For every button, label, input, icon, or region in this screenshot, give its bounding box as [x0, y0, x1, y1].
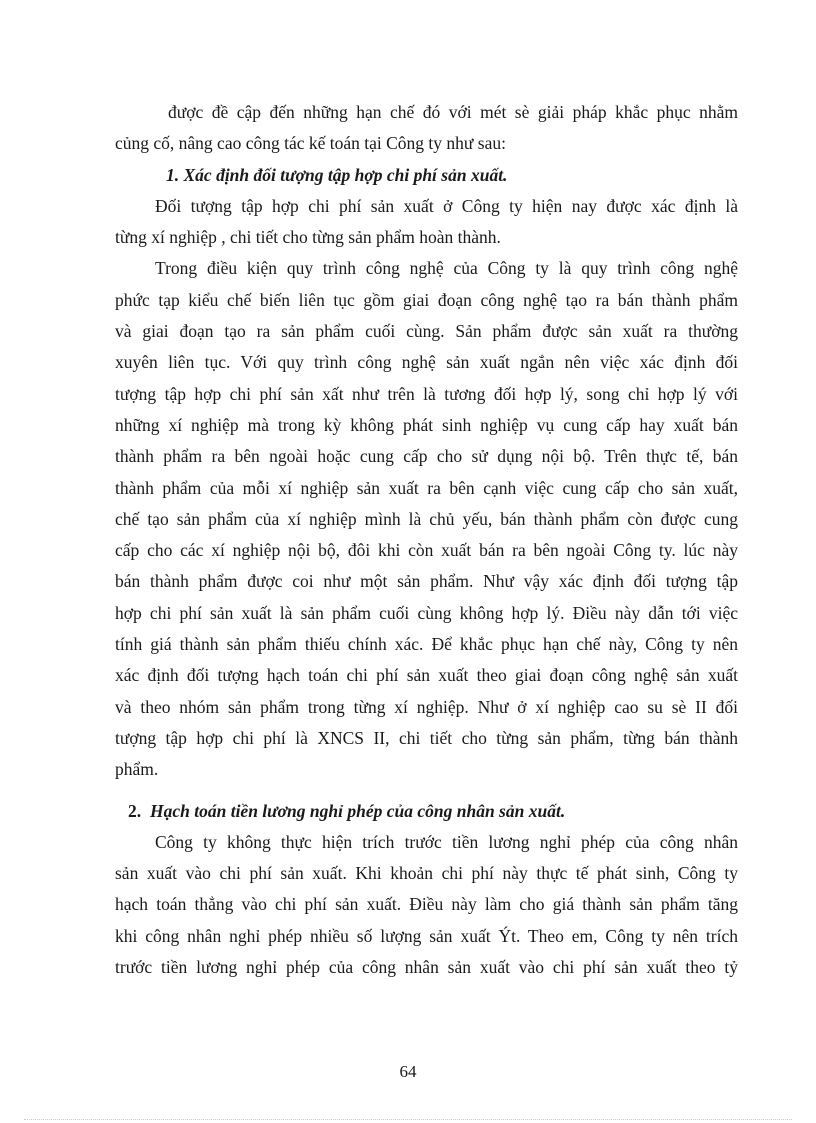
text-line: phẩm.	[115, 759, 159, 780]
text-line: củng cố, nâng cao công tác kế toán tại Công ty như sau:	[115, 133, 506, 154]
heading-number: 2.	[128, 800, 142, 821]
text-line: tượng tập hợp chi phí sản xất như trên là tương đối hợp lý, song chỉ hợp lý với	[115, 383, 738, 404]
text-line: xác định đối tượng hạch toán chi phí sản xuất theo giai đoạn công nghệ sản xuất	[115, 665, 738, 686]
text-line: và theo nhóm sản phẩm trong từng xí nghiệp. Như ở xí nghiệp cao su sè II đối	[115, 696, 738, 717]
text-line: trước tiền lương nghỉ phép của công nhân sản xuất vào chi phí sản xuất theo tỷ	[115, 957, 738, 978]
text-line: cấp cho các xí nghiệp nội bộ, đôi khi còn xuất bán ra bên ngoài Công ty. lúc này	[115, 540, 738, 561]
text-line: tính giá thành sản phẩm thiếu chính xác. Để khắc phục hạn chế này, Công ty nên	[115, 634, 738, 655]
text-line: Công ty không thực hiện trích trước tiền lương nghỉ phép của công nhân	[155, 831, 738, 852]
text-line: khi công nhân nghỉ phép nhiều số lượng sản xuất Ýt. Theo em, Công ty nên trích	[115, 925, 738, 946]
text-line: thành phẩm của mỗi xí nghiệp sản xuất ra bên cạnh việc cung cấp cho sản xuất,	[115, 477, 738, 498]
text-line: hạch toán thẳng vào chi phí sản xuất. Điều này làm cho giá thành sản phẩm tăng	[115, 894, 738, 915]
heading-text: Hạch toán tiền lương nghỉ phép của công nhân sản xuất.	[150, 800, 566, 821]
paragraph-intro	[115, 97, 738, 160]
text-line: Trong điều kiện quy trình công nghệ của Công ty là quy trình công nghệ	[155, 258, 738, 279]
text-line: xuyên liên tục. Với quy trình công nghệ sản xuất ngắn nên việc xác định đối	[115, 352, 738, 373]
text-line: và giai đoạn tạo ra sản phẩm cuối cùng. Sản phẩm được sản xuất ra thường	[115, 321, 738, 342]
text-line: được đề cập đến những hạn chế đó với mét sè giải pháp khắc phục nhằm	[168, 102, 738, 122]
text-line: chế tạo sản phẩm của xí nghiệp mình là chủ yếu, bán thành phẩm còn được cung	[115, 508, 738, 529]
page-bottom-divider	[24, 1119, 792, 1120]
text-line: từng xí nghiệp , chi tiết cho từng sản phẩm hoàn thành.	[115, 227, 501, 248]
text-line: tượng tập hợp chi phí là XNCS II, chi tiết cho từng sản phẩm, từng bán thành	[115, 727, 738, 748]
section-heading-1: 1. Xác định đối tượng tập hợp chi phí sản xuất.	[166, 164, 508, 185]
text-line: thành phẩm ra bên ngoài hoặc cung cấp cho sử dụng nội bộ. Trên thực tế, bán	[115, 446, 738, 467]
text-line: bán thành phẩm được coi như một sản phẩm. Như vậy xác định đối tượng tập	[115, 571, 738, 592]
text-line: hợp chi phí sản xuất là sản phẩm cuối cùng không hợp lý. Điều này dẫn tới việc	[115, 602, 738, 623]
text-column	[115, 97, 738, 983]
page-number: 64	[399, 1062, 417, 1081]
text-line: sản xuất vào chi phí sản xuất. Khi khoản chi phí này thực tế phát sinh, Công ty	[115, 863, 738, 884]
text-line: những xí nghiệp mà trong kỳ không phát sinh nghiệp vụ cung cấp hay xuất bán	[115, 414, 738, 435]
section-heading-2	[115, 796, 738, 827]
paragraph-process	[115, 253, 738, 785]
paragraph-cost-object	[115, 191, 738, 254]
text-line: phức tạp kiểu chế biến liên tục gồm giai đoạn công nghệ tạo ra bán thành phẩm	[115, 289, 738, 310]
text-line: Đối tượng tập hợp chi phí sản xuất ở Công ty hiện nay được xác định là	[155, 195, 738, 216]
paragraph-leave-wages	[115, 827, 738, 983]
